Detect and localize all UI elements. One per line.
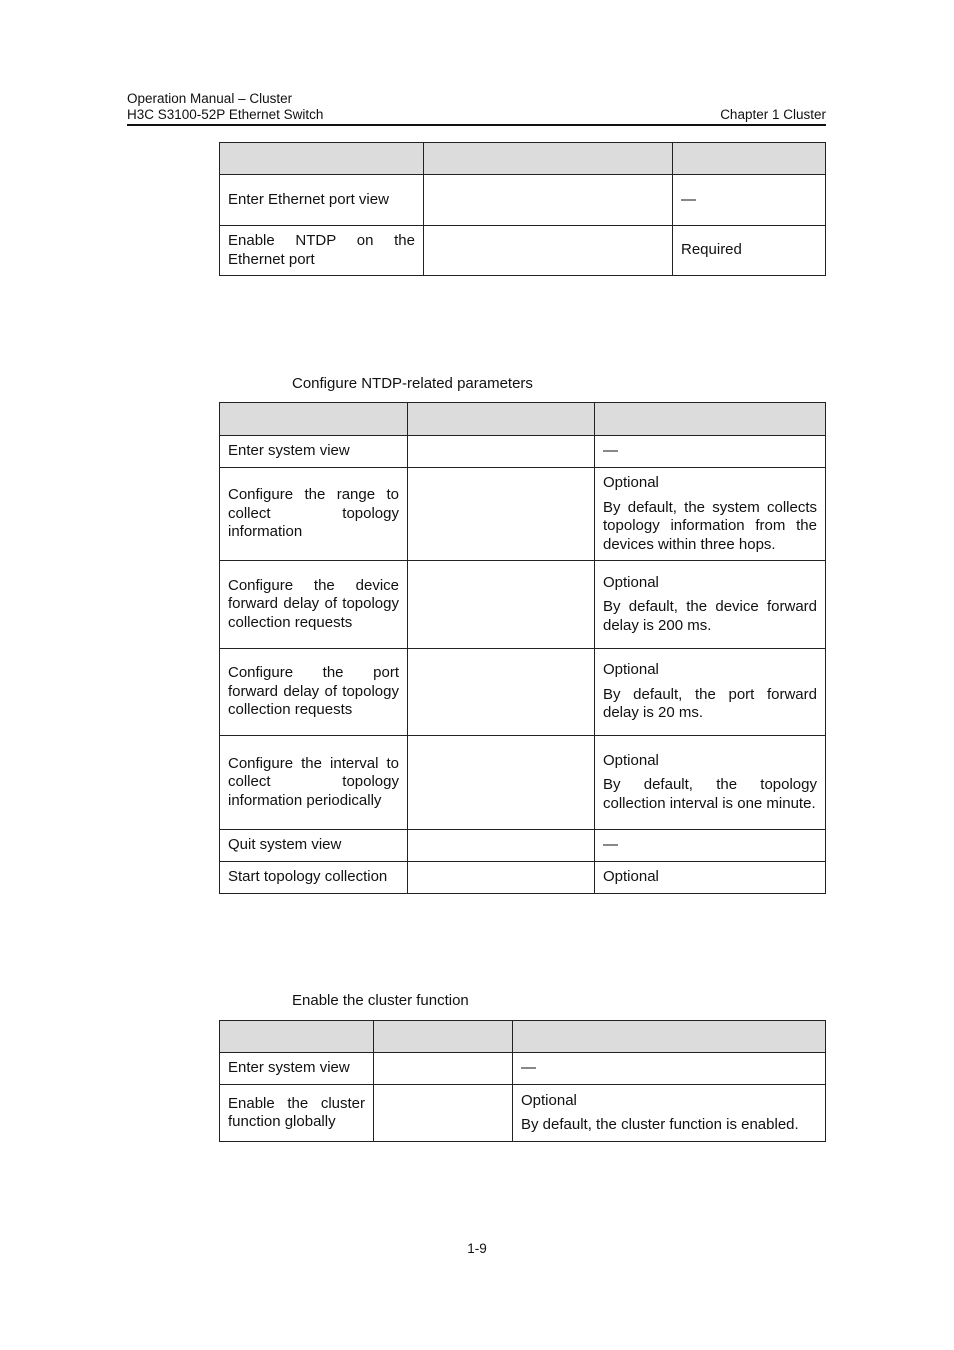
operation-cell: Configure the device forward delay of topology collection requests (220, 561, 408, 649)
description-note: By default, the system collects topology information from the devices within three hops. (603, 498, 817, 553)
operation-cell: Start topology collection (220, 862, 408, 894)
product-name: H3C S3100-52P Ethernet Switch (127, 107, 324, 122)
header-divider (127, 124, 826, 126)
description-cell (513, 1085, 826, 1142)
section-caption-cluster-function: Enable the cluster function (292, 992, 469, 1009)
description-cell (595, 736, 826, 830)
description-cell: — (673, 175, 826, 226)
table-row (220, 649, 826, 736)
description-status: Optional (603, 751, 659, 769)
command-cell (408, 736, 595, 830)
operation-cell: Enter Ethernet port view (220, 175, 424, 226)
cluster-function-table (219, 1020, 826, 1142)
description-cell (595, 561, 826, 649)
command-cell (408, 862, 595, 894)
command-cell (408, 436, 595, 468)
manual-title: Operation Manual – Cluster (127, 91, 293, 106)
operation-cell: Enable the cluster function globally (220, 1085, 374, 1142)
description-note: By default, the topology collection interval is one minute. (603, 776, 817, 812)
command-cell (424, 175, 673, 226)
description-note: By default, the cluster function is enabled. (521, 1116, 799, 1133)
operation-cell: Configure the port forward delay of topology collection requests (220, 649, 408, 736)
table-row (220, 561, 826, 649)
description-cell (595, 468, 826, 561)
operation-cell: Enable NTDP on the Ethernet port (220, 226, 424, 276)
ntdp-port-table (219, 142, 826, 276)
table-row (220, 226, 826, 276)
section-caption-ntdp-parameters: Configure NTDP-related parameters (292, 375, 533, 392)
description-cell: — (513, 1053, 826, 1085)
description-cell (595, 649, 826, 736)
description-cell: — (595, 436, 826, 468)
description-cell: Required (673, 226, 826, 276)
page-number: 1-9 (467, 1241, 487, 1256)
table-row (220, 736, 826, 830)
chapter-title: Chapter 1 Cluster (720, 107, 826, 122)
operation-cell: Enter system view (220, 1053, 374, 1085)
description-status: Optional (603, 661, 659, 679)
description-note: By default, the port forward delay is 20 ms. (603, 685, 817, 722)
table-header-row (220, 403, 826, 436)
table-row (220, 175, 826, 226)
table-row (220, 436, 826, 468)
command-cell (424, 226, 673, 276)
table-row (220, 830, 826, 862)
command-cell (408, 830, 595, 862)
table-row (220, 1085, 826, 1142)
description-status: Optional (603, 573, 659, 591)
operation-cell: Enter system view (220, 436, 408, 468)
ntdp-parameters-table (219, 402, 826, 894)
description-cell: — (595, 830, 826, 862)
description-status: Optional (603, 474, 659, 491)
description-cell: Optional (595, 862, 826, 894)
description-status: Optional (521, 1091, 577, 1109)
table-row (220, 862, 826, 894)
command-cell (374, 1085, 513, 1142)
command-cell (408, 561, 595, 649)
command-cell (374, 1053, 513, 1085)
command-cell (408, 649, 595, 736)
operation-cell: Configure the interval to collect topology information periodically (220, 736, 408, 830)
command-cell (408, 468, 595, 561)
operation-cell: Quit system view (220, 830, 408, 862)
operation-cell: Configure the range to collect topology information (220, 468, 408, 561)
table-row (220, 468, 826, 561)
description-note: By default, the device forward delay is 200 ms. (603, 598, 817, 634)
table-header-row (220, 143, 826, 175)
table-header-row (220, 1021, 826, 1053)
table-row (220, 1053, 826, 1085)
